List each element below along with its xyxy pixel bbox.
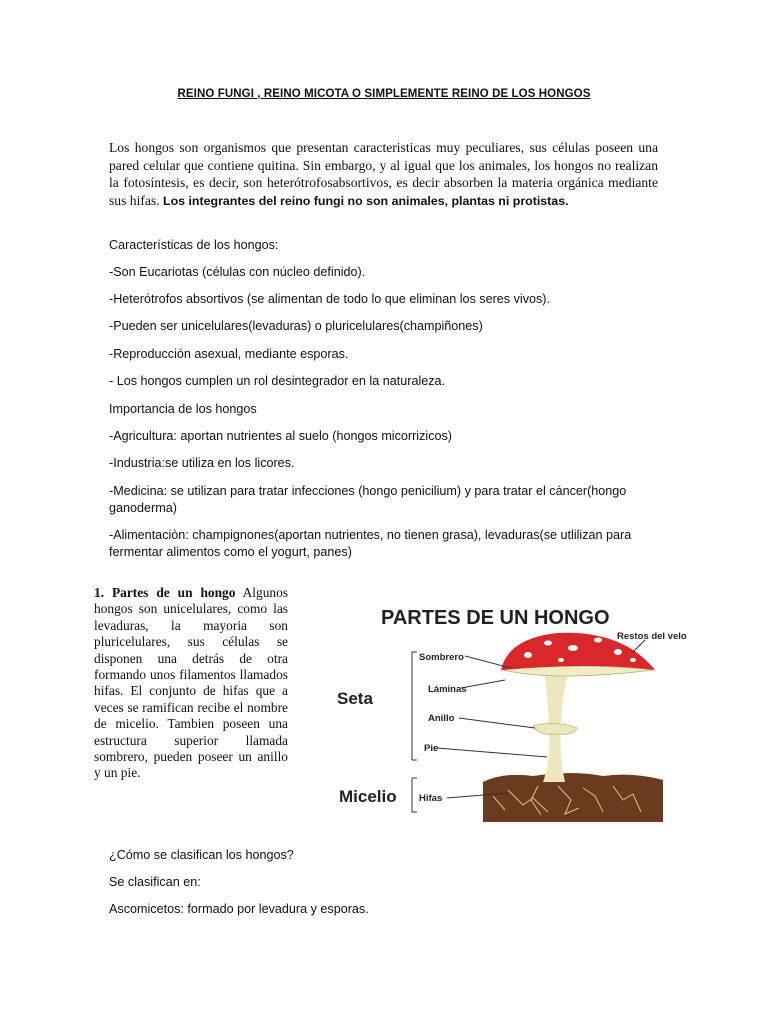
label-pie: Pie [424, 743, 439, 754]
caracteristica-item: -Pueden ser unicelulares(levaduras) o pluricelulares(champiñones) [109, 319, 483, 333]
mushroom-diagram [333, 600, 707, 826]
page-title: REINO FUNGI , REINO MICOTA O SIMPLEMENTE REINO DE LOS HONGOS [177, 88, 591, 100]
label-micelio: Micelio [339, 787, 397, 806]
caracteristica-item: - Los hongos cumplen un rol desintegrador en la naturaleza. [109, 374, 446, 388]
importancia-item: -Agricultura: aportan nutrientes al suelo (hongos micorrizicos) [109, 429, 452, 443]
intro-bold-text: Los integrantes del reino fungi no son animales, plantas ni protistas. [163, 193, 569, 208]
intro-paragraph [109, 139, 658, 210]
label-restos-del-velo: Restos del velo [617, 631, 687, 642]
caracteristicas-heading: Características de los hongos: [109, 238, 279, 252]
caracteristica-item: -Heterótrofos absortivos (se alimentan de todo lo que eliminan los seres vivos). [109, 292, 550, 306]
importancia-item: -Industria:se utiliza en los licores. [109, 456, 295, 470]
importancia-item: -Medicina: se utilizan para tratar infecciones (hongo penicilium) y para tratar el cáncer(hongo ganoderma) [109, 484, 627, 515]
mushroom-ring [533, 723, 577, 734]
soil-shape [483, 773, 663, 822]
clasificacion-question: ¿Cómo se clasifican los hongos? [109, 848, 294, 862]
clasificacion-intro: Se clasifican en: [109, 875, 201, 889]
clasificacion-item: Ascomicetos: formado por levadura y esporas. [109, 902, 369, 916]
label-hifas: Hifas [419, 793, 443, 804]
caracteristica-item: -Reproducción asexual, mediante esporas. [109, 347, 349, 361]
partes-heading: 1. Partes de un hongo [94, 585, 236, 600]
partes-paragraph [94, 585, 288, 782]
importancia-item: -Alimentaciòn: champignones(aportan nutrientes, no tienen grasa), levaduras(se utlilizan para fermentar alimentos como el yogurt, panes) [109, 528, 632, 559]
caracteristica-item: -Son Eucariotas (células con núcleo definido). [109, 265, 366, 279]
label-laminas: Láminas [428, 684, 467, 695]
importancia-heading: Importancia de los hongos [109, 402, 257, 416]
intro-text: Los hongos son organismos que presentan caracteristicas muy peculiares, sus células poseen una pared celular que contiene quitina. Sin embargo, y al igual que los animales, los hongos no realizan la fotosíntesis, es decir, son heterótrofosabsortivos, es decir absorben la materia orgánica mediante sus hifas. [109, 140, 658, 208]
label-anillo: Anillo [428, 713, 455, 724]
label-sombrero: Sombrero [419, 652, 464, 663]
partes-text: Algunos hongos son unicelulares, como las levaduras, la mayoria son pluricelulares, sus células se disponen una detrás de otra formando unos filamentos llamados hifas. El conjunto de hifas que a veces se ramifican recibe el nombre de micelio. Tambien poseen una estructura superior llamada sombrero, pueden poseer un anillo y un pie. [94, 585, 288, 781]
figure-title: PARTES DE UN HONGO [381, 607, 610, 629]
label-seta: Seta [337, 689, 373, 708]
